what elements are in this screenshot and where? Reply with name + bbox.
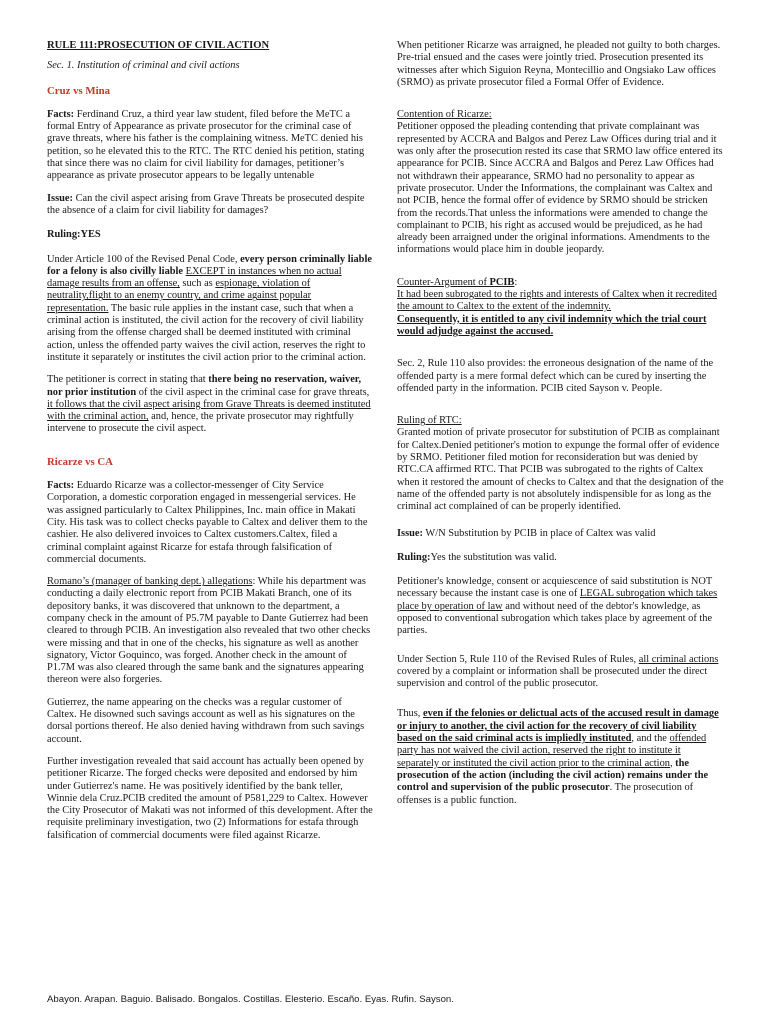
section-heading: Sec. 1. Institution of criminal and civil actions: [47, 60, 240, 72]
contention-block: [397, 109, 724, 257]
counter-label: Counter-Argument of: [397, 276, 490, 288]
section5-paragraph: [397, 654, 724, 691]
knowledge-paragraph: [397, 576, 724, 637]
text: The petitioner is correct in stating that: [47, 374, 209, 386]
ricarze-issue: [397, 528, 724, 540]
text: Thus,: [397, 708, 423, 720]
text: . The prosecution of offenses is a public function.: [397, 782, 694, 806]
rtc-text: Granted motion of private prosecutor for substitution of PCIB as complainant for Caltex.Denied petitioner's motion to expunge the formal offer of evidence by SRMO. Petitioner filed motion for reconsideration but was denied by RTC.CA affirmed RTC. That PCIB was subrogated to the rights of Caltex when it restored the amount of checks to Caltex and that the designation of the name of the offended party is not absolutely indispensible for as long as the criminal act complained of can be properly identified.: [397, 427, 724, 513]
issue-label: Issue:: [397, 527, 423, 539]
bold-text: every person criminally liable for a felony is also civilly liable: [47, 253, 372, 277]
cruz-ruling: [47, 229, 373, 241]
cruz-issue: [47, 193, 373, 218]
cruz-facts: [47, 109, 373, 183]
counter-colon: :: [514, 276, 518, 288]
counter-bold-text: Consequently, it is entitled to any civil indemnity which the trial court would adjudge against the accused.: [397, 313, 707, 337]
cruz-ruling-paragraph-1: [47, 254, 373, 365]
text: Under Article 100 of the Revised Penal Code,: [47, 253, 241, 265]
facts-label: Facts:: [47, 108, 75, 120]
rule-title: RULE 111:PROSECUTION OF CIVIL ACTION: [47, 40, 270, 51]
counter-text: It had been subrogated to the rights and interests of Caltex when it recredited the amount to Caltex to the extent of the indemnity.: [397, 289, 717, 313]
right-column: [397, 40, 724, 817]
text: of the civil aspect in the criminal case for grave threats,: [136, 386, 370, 398]
contention-label: Contention of Ricarze:: [397, 109, 492, 121]
ricarze-facts: [47, 480, 373, 566]
bold-underlined-text: even if the felonies or delictual acts of the accused result in damage or injury to another, the civil action for the recovery of civil liability based on the said criminal acts is impliedly instituted: [397, 708, 719, 745]
thus-paragraph: [397, 708, 724, 806]
underlined-text: LEGAL subrogation which takes place by operation of law: [397, 588, 718, 612]
underlined-text: EXCEPT in instances when no actual damage results from an offense,: [47, 265, 342, 290]
ruling-text: Yes the substitution was valid.: [430, 551, 557, 563]
issue-text: Can the civil aspect arising from Grave Threats be prosecuted despite the absence of a claim for civil liability for damages?: [47, 192, 365, 216]
arraignment-paragraph: When petitioner Ricarze was arraigned, he pleaded not guilty to both charges. Pre-trial ensued and the cases were jointly tried. Prosecution presented its witnesses after which Siguion Reyna, Montecillio and Ongsiako Law offices (SRMO) as private prosecutor filed a Formal Offer of Evidence.: [397, 40, 721, 88]
romano-text: : While his department was conducting a daily electronic report from PCIB Makati Branch, one of its depository banks, it was discovered that unknown to the department, a company check in the amount of P5.7M payable to Dante Gutierrez had been cleared to through PCIB. An investigation also revealed that two other checks were missing and that in one of the checks, his signature as well as another signatory, Victor Goquinco, was forged. Another check in the amount of P1.7M was also cleared through the same bank and the signatures appearing thereon were also forgeries.: [47, 576, 371, 686]
text: Petitioner's knowledge, consent or acquiescence of said substitution is NOT necessary because the instant case is one of: [397, 576, 713, 600]
issue-label: Issue:: [47, 192, 73, 204]
issue-text: W/N Substitution by PCIB in place of Caltex was valid: [422, 527, 656, 539]
case-title-cruz-vs-mina: Cruz vs Mina: [47, 84, 110, 97]
ruling-text: YES: [80, 229, 101, 241]
underlined-text: espionage, violation of neutrality,flight to an enemy country, and crime against popular representation.: [47, 278, 312, 314]
text: , and the: [631, 733, 670, 745]
contention-text: Petitioner opposed the pleading contending that private complainant was represented by ACCRA and Balgos and Perez Law Offices during trial and it was only after the prosecution rested its case that SRMO law office entered its appearance for PCIB. Since ACCRA and Balgos and Perez Law Offices had not withdrawn their appearance, SRMO had no personality to appear as private prosecutor. Under the Informations, the complainant was Caltex and not PCIB, hence the formal offer of evidence by SRMO should be stricken from the records.That unless the informations were amended to change the complainant to PCIB, his right as accused would be prejudiced, as he had already been arraigned under the original informations. Amendments to the informations would place him in double jeopardy.: [397, 121, 723, 256]
underlined-text: it follows that the civil aspect arising from Grave Threats is deemed instituted with the criminal action,: [47, 398, 371, 423]
text: Under Section 5, Rule 110 of the Revised Rules of Rules,: [397, 653, 639, 665]
facts-text: Eduardo Ricarze was a collector-messenger of City Service Corporation, a domestic corporation engaged in messengerial services. He was assigned particularly to Caltex Philippines, Inc. main office in Makati City. His task was to collect checks payable to Caltex and deliver them to the cashier. He also delivered invoices to Caltex customers.Caltex, filed a criminal complaint against Ricarze for estafa through falsification of commercial documents.: [47, 480, 368, 565]
counter-argument-block: [397, 277, 724, 338]
footer-author-list: Abayon. Arapan. Baguio. Balisado. Bongalos. Costillas. Elesterio. Escaño. Eyas. Rufin. Sayson.: [47, 994, 454, 1005]
ricarze-ruling: [397, 552, 724, 564]
underlined-text: offended party has not waived the civil action, reserved the right to institute it separately or instituted the civil action prior to the criminal action: [397, 733, 707, 769]
sec2-paragraph: Sec. 2, Rule 110 also provides: the erroneous designation of the name of the offended party is a mere formal defect which can be cured by inserting the offended party in the information. PCIB cited Sayson v. People.: [397, 358, 714, 394]
text: The basic rule applies in the instant case, such that when a criminal action is instituted, the civil action for the recovery of civil liability arising from the offense charged shall be deemed instituted with criminal action, unless the offended party waives the civil action, reserves the right to institute it separately or institutes the civil action prior to the criminal action.: [47, 302, 366, 363]
case-title-ricarze-vs-ca: Ricarze vs CA: [47, 455, 113, 468]
bold-text: the prosecution of the action (including the civil action) remains under the control and supervision of the public prosecutor: [397, 757, 709, 794]
left-column: [47, 40, 373, 852]
text: ,: [669, 757, 676, 769]
text: covered by a complaint or information shall be prosecuted under the direct supervision and control of the public prosecutor.: [397, 665, 708, 690]
text: and, hence, the private prosecutor may rightfully intervene to prosecute the civil aspect.: [47, 411, 354, 435]
cruz-ruling-paragraph-2: [47, 374, 373, 435]
facts-label: Facts:: [47, 480, 75, 492]
rtc-ruling-block: [397, 415, 724, 513]
text: and without need of the debtor's knowledge, as opposed to conventional subrogation which takes place by agreement of the parties.: [397, 600, 713, 637]
romano-allegations: [47, 576, 373, 687]
text: such as: [179, 278, 216, 290]
ruling-label: Ruling:: [47, 229, 81, 241]
ruling-label: Ruling:: [397, 551, 431, 563]
gutierrez-paragraph: Gutierrez, the name appearing on the checks was a regular customer of Caltex. He disowned such savings account as well as his signatures on the dorsal portions thereof. He also denied having withdrawn from such savings account.: [47, 696, 365, 745]
facts-text: Ferdinand Cruz, a third year law student, filed before the MeTC a formal Entry of Appearance as private prosecutor for the criminal case of grave threats, where his father is the complaining witness. MeTC denied his petition, so he elevated this to the RTC. The RTC denied his petition, stating that since there was no claim for civil liability for damages, petitioner’s appearance as private prosecutor appears to be legally untenable: [47, 108, 365, 182]
rtc-label: Ruling of RTC:: [397, 415, 462, 427]
bold-text: there being no reservation, waiver, nor prior institution: [47, 374, 362, 398]
romano-label: Romano’s (manager of banking dept.) allegations: [47, 576, 253, 588]
counter-label-pcib: PCIB: [489, 276, 515, 288]
further-investigation-paragraph: Further investigation revealed that said account has actually been opened by petitioner Ricarze. The forged checks were deposited and endorsed by him under Gutierrez's name. He was positively identified by the bank teller, Winnie dela Cruz.PCIB credited the amount of P581,229 to Caltex. However the City Prosecutor of Makati was not informed of this development. After the requisite preliminary investigation, two (2) Informations for estafa through falsification of commercial documents were filed against Ricarze.: [47, 755, 373, 841]
underlined-text: all criminal actions: [638, 653, 719, 665]
